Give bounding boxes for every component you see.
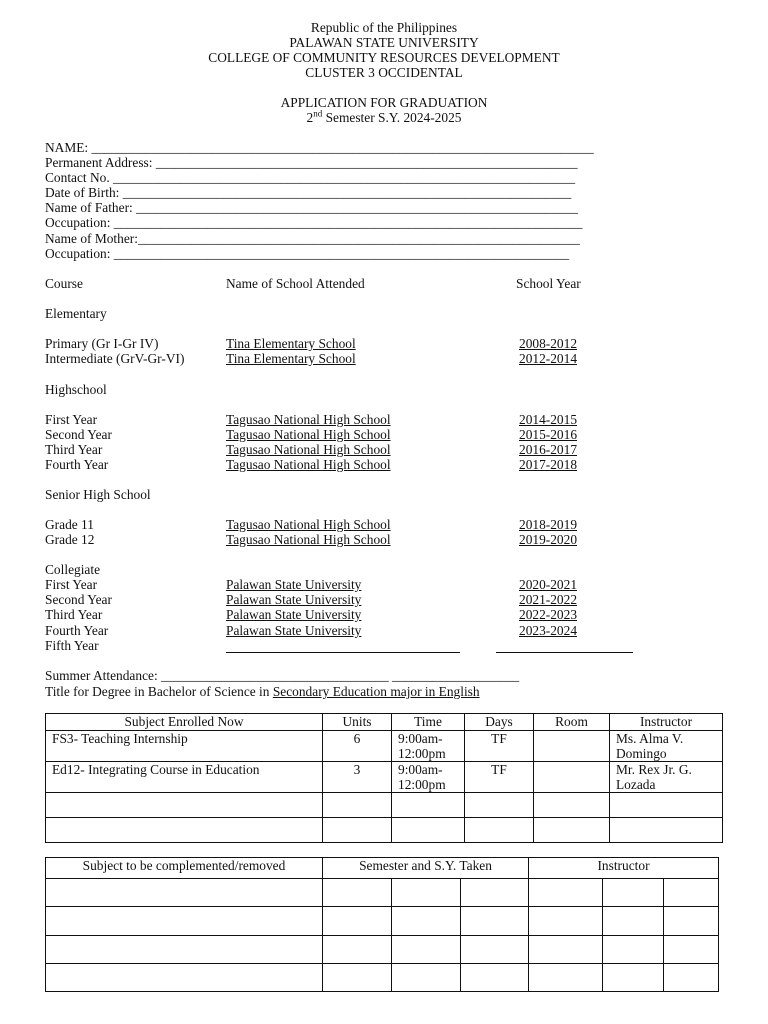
school-name: Tina Elementary School <box>226 336 356 351</box>
course-name: Intermediate (GrV-Gr-VI) <box>45 351 185 366</box>
instructor-line2: Lozada <box>616 777 656 792</box>
table-row-empty[interactable] <box>46 793 723 818</box>
units-cell: 3 <box>323 762 392 793</box>
name-field[interactable]: NAME: ___________________________________________________________________________ <box>45 140 594 155</box>
school-name: Tagusao National High School <box>226 517 391 532</box>
col-subject: Subject Enrolled Now <box>46 714 323 731</box>
enrolled-subjects-table <box>45 713 723 843</box>
table-row-empty[interactable] <box>46 907 719 936</box>
semester-suffix: nd <box>313 108 323 119</box>
table-header-row <box>46 714 723 731</box>
room-cell <box>534 762 610 793</box>
table-row-empty[interactable] <box>46 964 719 992</box>
school-year: 2016-2017 <box>519 442 578 457</box>
empty-cell[interactable] <box>46 879 323 907</box>
school-year: 2012-2014 <box>519 351 578 366</box>
school-name: Tagusao National High School <box>226 427 391 442</box>
empty-cell[interactable] <box>461 936 529 964</box>
school-year: 2023-2024 <box>519 623 578 638</box>
school-name: Palawan State University <box>226 577 362 592</box>
time-end: 12:00pm <box>398 777 446 792</box>
school-year: 2018-2019 <box>519 517 578 532</box>
elementary-label: Elementary <box>45 306 107 321</box>
course-name: Second Year <box>45 592 112 607</box>
school-year: 2008-2012 <box>519 336 578 351</box>
col-time: Time <box>392 714 465 731</box>
birth-field[interactable]: Date of Birth: ___________________________________________________________________ <box>45 185 572 200</box>
time-start: 9:00am- <box>398 731 443 746</box>
school-year: 2021-2022 <box>519 592 578 607</box>
time-end: 12:00pm <box>398 746 446 761</box>
instructor-line2: Domingo <box>616 746 667 761</box>
school-name: Tagusao National High School <box>226 442 391 457</box>
cluster-name: CLUSTER 3 OCCIDENTAL <box>305 65 463 80</box>
school-name: Palawan State University <box>226 623 362 638</box>
school-header: Name of School Attended <box>226 276 365 291</box>
empty-cell[interactable] <box>46 793 323 818</box>
course-name: Third Year <box>45 442 103 457</box>
mother-field[interactable]: Name of Mother:__________________________________________________________________ <box>45 231 580 246</box>
table-row-empty[interactable] <box>46 936 719 964</box>
empty-cell[interactable] <box>461 964 529 992</box>
semester-line <box>0 110 768 125</box>
complement-subjects-table <box>45 857 719 992</box>
instructor-cell <box>610 762 723 793</box>
school-year: 2014-2015 <box>519 412 578 427</box>
republic-line: Republic of the Philippines <box>310 20 458 35</box>
empty-cell[interactable] <box>465 818 534 843</box>
table-row <box>46 731 723 762</box>
course-name: Grade 12 <box>45 532 95 547</box>
school-name: Tagusao National High School <box>226 457 391 472</box>
year-header: School Year <box>516 276 581 291</box>
school-name: Tina Elementary School <box>226 351 356 366</box>
fifth-year-year-blank[interactable] <box>496 652 633 653</box>
instructor-line1: Mr. Rex Jr. G. <box>616 762 692 777</box>
empty-cell[interactable] <box>529 907 603 936</box>
empty-cell[interactable] <box>323 879 392 907</box>
empty-cell[interactable] <box>461 879 529 907</box>
father-occupation-field[interactable]: Occupation: ______________________________________________________________________ <box>45 215 583 230</box>
col-subject-complement: Subject to be complemented/removed <box>46 858 323 879</box>
time-cell <box>392 762 465 793</box>
empty-cell[interactable] <box>46 907 323 936</box>
course-name: Fourth Year <box>45 623 109 638</box>
empty-cell[interactable] <box>603 964 664 992</box>
empty-cell[interactable] <box>529 964 603 992</box>
empty-cell[interactable] <box>392 818 465 843</box>
empty-cell[interactable] <box>46 964 323 992</box>
empty-cell[interactable] <box>392 936 461 964</box>
school-name: Tagusao National High School <box>226 532 391 547</box>
course-header: Course <box>45 276 83 291</box>
empty-cell[interactable] <box>603 936 664 964</box>
days-cell: TF <box>465 731 534 762</box>
empty-cell[interactable] <box>392 964 461 992</box>
empty-cell[interactable] <box>603 879 664 907</box>
empty-cell[interactable] <box>534 818 610 843</box>
school-name: Palawan State University <box>226 607 362 622</box>
instructor-line1: Ms. Alma V. <box>616 731 684 746</box>
table-row-empty[interactable] <box>46 818 723 843</box>
table-row <box>46 762 723 793</box>
summer-attendance-field[interactable]: Summer Attendance: __________________________________ ___________________ <box>45 668 520 683</box>
shs-label: Senior High School <box>45 487 151 502</box>
school-year: 2015-2016 <box>519 427 578 442</box>
degree-value: Secondary Education major in English <box>272 684 480 699</box>
course-name: Second Year <box>45 427 112 442</box>
instructor-cell <box>610 731 723 762</box>
col-units: Units <box>323 714 392 731</box>
empty-cell[interactable] <box>392 879 461 907</box>
course-name: Grade 11 <box>45 517 94 532</box>
subject-cell: FS3- Teaching Internship <box>46 731 323 762</box>
collegiate-label: Collegiate <box>45 562 101 577</box>
empty-cell[interactable] <box>529 936 603 964</box>
empty-cell[interactable] <box>46 936 323 964</box>
mother-occupation-field[interactable]: Occupation: ____________________________________________________________________ <box>45 246 570 261</box>
course-name: Primary (Gr I-Gr IV) <box>45 336 159 351</box>
course-name: Fifth Year <box>45 638 99 653</box>
units-cell: 6 <box>323 731 392 762</box>
empty-cell[interactable] <box>664 907 719 936</box>
school-name: Palawan State University <box>226 592 362 607</box>
days-cell: TF <box>465 762 534 793</box>
address-field[interactable]: Permanent Address: _______________________________________________________________ <box>45 155 578 170</box>
highschool-label: Highschool <box>45 382 107 397</box>
form-title: APPLICATION FOR GRADUATION <box>280 95 488 110</box>
school-year: 2019-2020 <box>519 532 578 547</box>
time-cell <box>392 731 465 762</box>
col-semester-taken: Semester and S.Y. Taken <box>323 858 529 879</box>
col-instructor: Instructor <box>610 714 723 731</box>
col-instructor: Instructor <box>529 858 719 879</box>
empty-cell[interactable] <box>323 936 392 964</box>
table-row-empty[interactable] <box>46 879 719 907</box>
contact-field[interactable]: Contact No. _____________________________________________________________________ <box>45 170 576 185</box>
school-name: Tagusao National High School <box>226 412 391 427</box>
fifth-year-school-blank[interactable] <box>226 652 460 653</box>
empty-cell[interactable] <box>323 964 392 992</box>
degree-line <box>45 684 480 699</box>
empty-cell[interactable] <box>323 793 392 818</box>
semester-ordinal: 2 <box>306 110 314 125</box>
empty-cell[interactable] <box>323 818 392 843</box>
empty-cell[interactable] <box>46 818 323 843</box>
empty-cell[interactable] <box>610 793 723 818</box>
empty-cell[interactable] <box>664 936 719 964</box>
father-field[interactable]: Name of Father: __________________________________________________________________ <box>45 200 578 215</box>
course-name: Fourth Year <box>45 457 109 472</box>
school-year: 2020-2021 <box>519 577 578 592</box>
empty-cell[interactable] <box>534 793 610 818</box>
col-room: Room <box>534 714 610 731</box>
empty-cell[interactable] <box>610 818 723 843</box>
college-name: COLLEGE OF COMMUNITY RESOURCES DEVELOPMENT <box>208 50 560 65</box>
room-cell <box>534 731 610 762</box>
col-days: Days <box>465 714 534 731</box>
empty-cell[interactable] <box>465 793 534 818</box>
subject-cell: Ed12- Integrating Course in Education <box>46 762 323 793</box>
empty-cell[interactable] <box>664 964 719 992</box>
course-name: First Year <box>45 412 98 427</box>
school-year: 2022-2023 <box>519 607 578 622</box>
empty-cell[interactable] <box>392 907 461 936</box>
empty-cell[interactable] <box>529 879 603 907</box>
empty-cell[interactable] <box>664 879 719 907</box>
empty-cell[interactable] <box>323 907 392 936</box>
empty-cell[interactable] <box>461 907 529 936</box>
degree-prefix: Title for Degree in Bachelor of Science in <box>45 684 273 699</box>
time-start: 9:00am- <box>398 762 443 777</box>
course-name: First Year <box>45 577 98 592</box>
empty-cell[interactable] <box>603 907 664 936</box>
table-header-row <box>46 858 719 879</box>
university-name: PALAWAN STATE UNIVERSITY <box>289 35 479 50</box>
empty-cell[interactable] <box>392 793 465 818</box>
course-name: Third Year <box>45 607 103 622</box>
semester-rest: Semester S.Y. 2024-2025 <box>322 110 462 125</box>
school-year: 2017-2018 <box>519 457 578 472</box>
